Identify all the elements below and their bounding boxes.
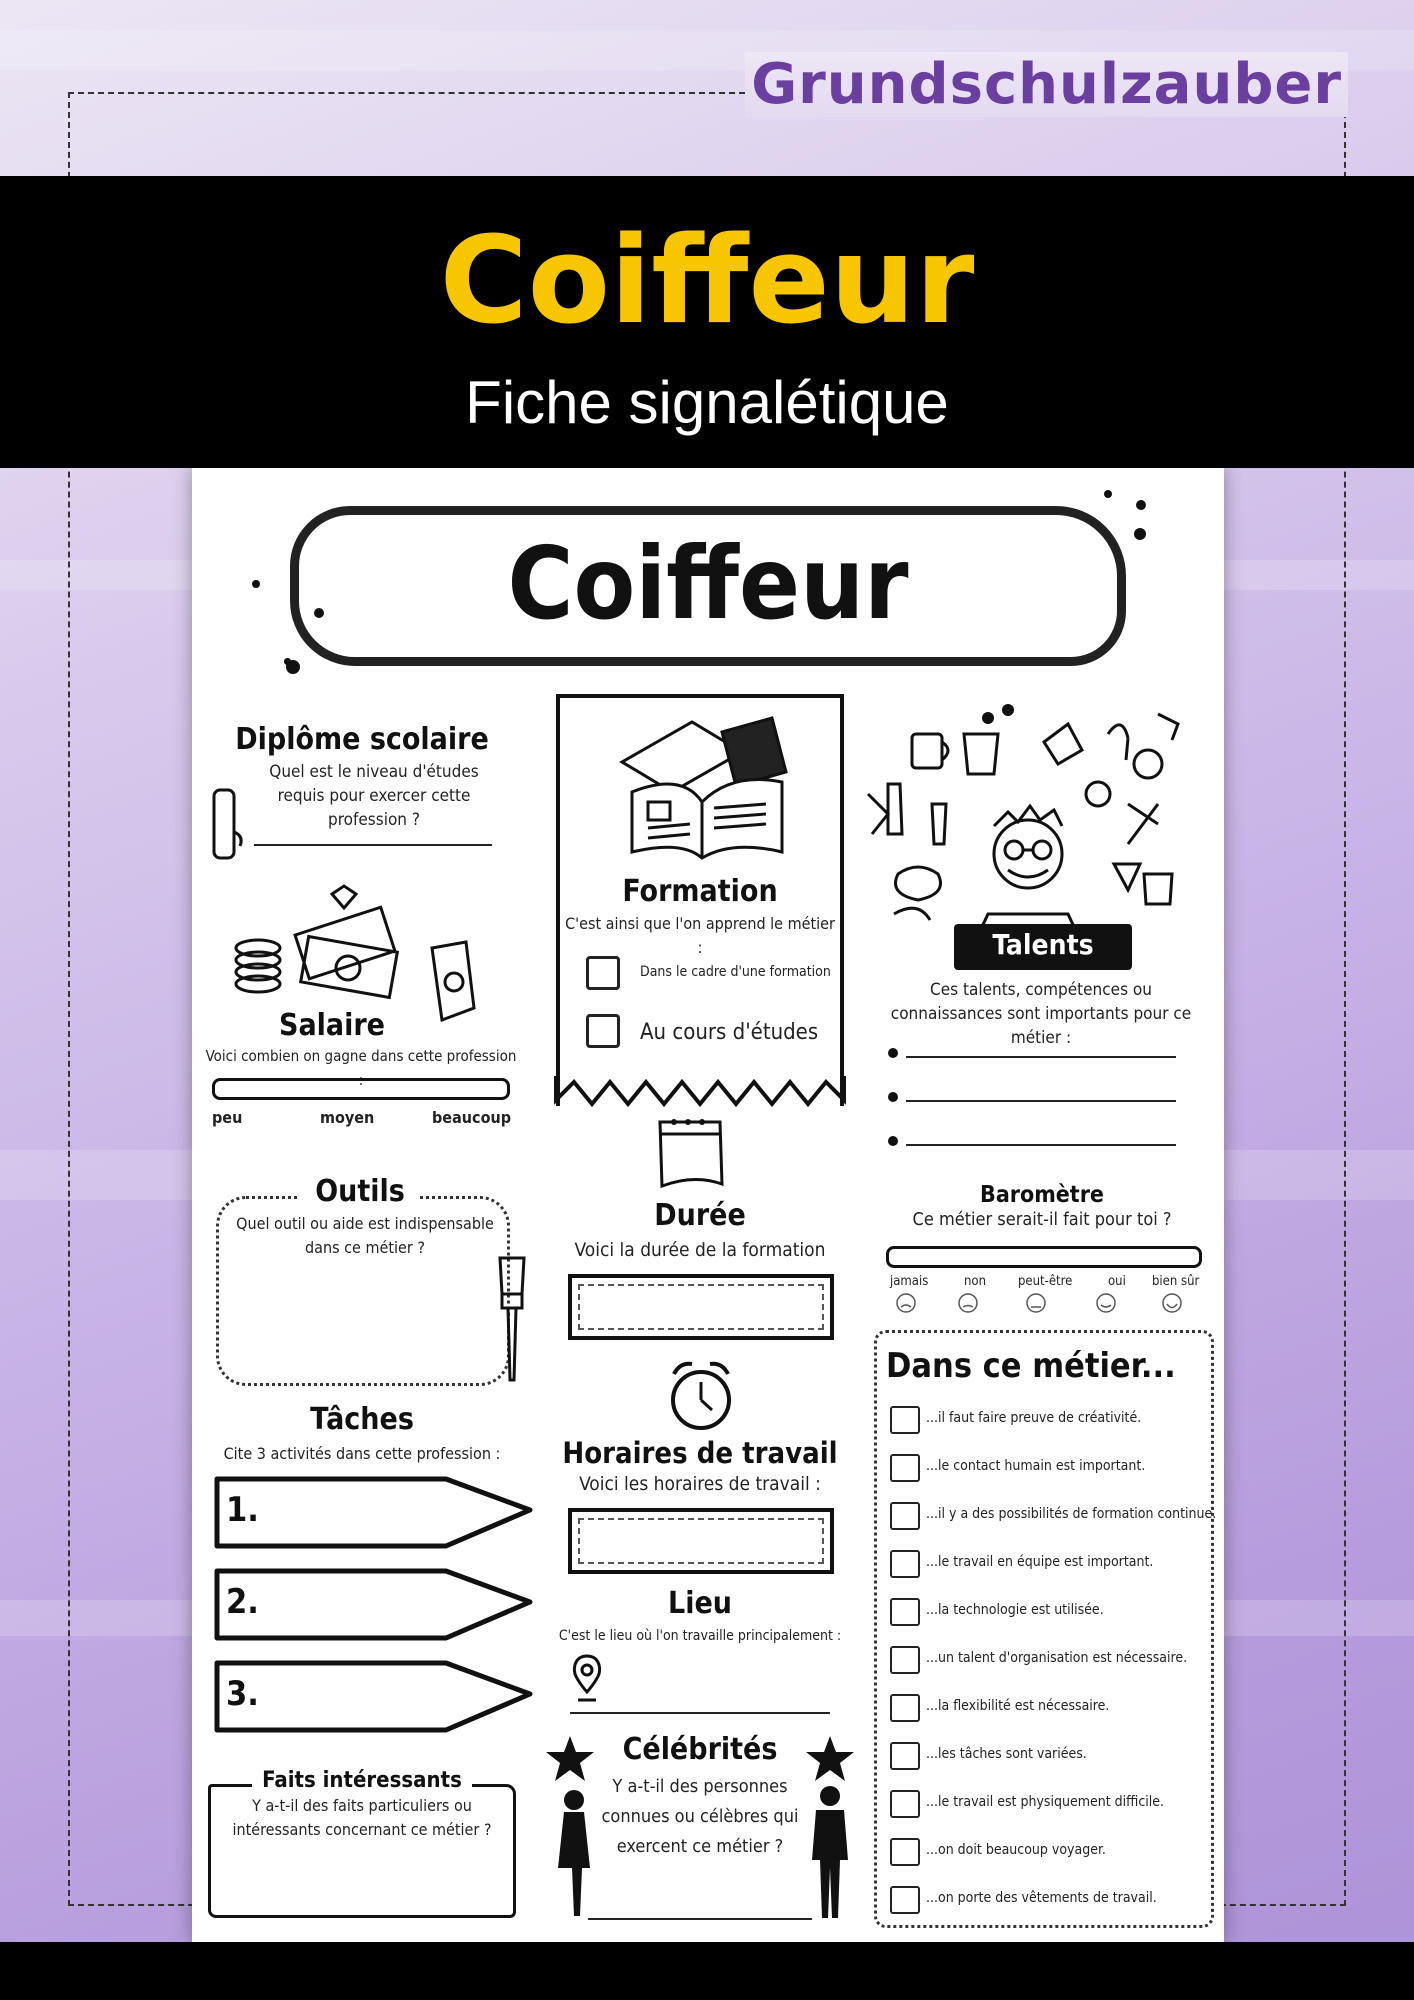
salaire-question: Voici combien on gagne dans cette profession : [205,1047,517,1089]
diploma-scroll-icon [206,786,244,864]
metier-item-checkbox[interactable] [890,1838,920,1866]
salaire-scale-bar[interactable] [212,1078,510,1100]
calendar-icon [654,1112,730,1192]
celebrites-answer-line[interactable] [588,1918,812,1920]
horaires-heading: Horaires de travail [562,1436,838,1470]
banknote-icon [422,938,482,1028]
barometre-heading: Baromètre [980,1182,1104,1208]
lieu-question: C'est le lieu où l'on travaille principalement : [558,1628,842,1644]
banner-subtitle: Fiche signalétique [465,369,949,436]
sheet-title: Coiffeur [507,525,909,642]
bottom-bar [0,1942,1414,2000]
dans-ce-metier-heading: Dans ce métier... [886,1346,1176,1386]
taches-question: Cite 3 activités dans cette profession : [223,1444,501,1463]
barometre-scale-5: bien sûr [1152,1274,1200,1289]
formation-option-2-label: Au cours d'études [640,1020,819,1045]
talent-bullet [888,1048,898,1058]
metier-item-label: ...la flexibilité est nécessaire. [926,1698,1110,1714]
banner-title: Coiffeur [439,212,975,351]
location-pin-icon [570,1652,604,1704]
diplome-answer-line[interactable] [254,844,492,846]
books-icon [602,712,802,862]
metier-item-label: ...les tâches sont variées. [926,1746,1087,1762]
woman-silhouette-icon [554,1788,594,1918]
barometre-question: Ce métier serait-il fait pour toi ? [912,1209,1172,1230]
metier-item-label: ...il y a des possibilités de formation continue. [926,1506,1217,1522]
diplome-question: Quel est le niveau d'études requis pour exercer cette profession ? [269,762,479,830]
talent-line-2[interactable] [906,1100,1176,1102]
celebrites-heading: Célébrités [622,1732,778,1767]
metier-item-checkbox[interactable] [890,1886,920,1914]
formation-option-1-checkbox[interactable] [586,956,620,990]
metier-item-label: ...un talent d'organisation est nécessaire. [926,1650,1188,1666]
task-field-3[interactable] [214,1660,534,1734]
duree-question: Voici la durée de la formation [574,1239,826,1261]
talents-question: Ces talents, compétences ou connaissances sont importants pour ce métier : [890,980,1192,1048]
metier-item-label: ...le travail en équipe est important. [926,1554,1154,1570]
star-icon [544,1734,596,1784]
man-silhouette-icon [808,1784,852,1920]
formation-zigzag-edge [554,1074,846,1114]
formation-heading: Formation [622,874,778,909]
barometre-scale-4: oui [1108,1274,1126,1289]
barometre-scale-3: peut-être [1018,1274,1073,1289]
metier-item-label: ...le contact humain est important. [926,1458,1146,1474]
lieu-heading: Lieu [668,1586,732,1621]
formation-option-1-label: Dans le cadre d'une formation [640,964,831,980]
task-field-1[interactable] [214,1476,534,1550]
formation-option-2-checkbox[interactable] [586,1014,620,1048]
horaires-question: Voici les horaires de travail : [579,1473,821,1495]
metier-item-label: ...la technologie est utilisée. [926,1602,1104,1618]
salaire-scale-high: beaucoup [432,1108,512,1127]
talents-illustration-icon [858,694,1192,944]
metier-item-label: ...le travail est physiquement difficile. [926,1794,1165,1810]
salaire-scale-mid: moyen [320,1108,375,1127]
money-icon [228,884,428,1024]
talent-line-1[interactable] [906,1056,1176,1058]
duree-heading: Durée [654,1198,746,1233]
talent-line-3[interactable] [906,1144,1176,1146]
metier-item-checkbox[interactable] [890,1646,920,1674]
diplome-heading: Diplôme scolaire [235,722,489,757]
faits-heading: Faits intéressants [252,1768,472,1793]
alarm-clock-icon [666,1356,736,1436]
salaire-scale-low: peu [212,1108,243,1127]
task-number-3: 3. [226,1674,259,1714]
brand-logo: Grundschulzauber [745,52,1348,117]
duree-answer-box[interactable] [568,1274,834,1340]
faits-question: Y a-t-il des faits particuliers ou intéressants concernant ce métier ? [232,1796,492,1839]
horaires-answer-box[interactable] [568,1508,834,1574]
metier-item-checkbox[interactable] [890,1790,920,1818]
talents-heading: Talents [992,928,1094,961]
formation-question: C'est ainsi que l'on apprend le métier : [565,914,835,957]
star-icon [804,1734,856,1784]
brush-icon [492,1254,532,1384]
metier-item-checkbox[interactable] [890,1550,920,1578]
task-number-1: 1. [226,1490,259,1530]
barometre-scale-1: jamais [890,1274,929,1289]
celebrites-question: Y a-t-il des personnes connues ou célèbres qui exercent ce métier ? [601,1776,799,1857]
mood-faces-icon [896,1292,1196,1314]
barometre-scale-bar[interactable] [886,1246,1202,1268]
lieu-answer-line[interactable] [570,1712,830,1714]
taches-heading: Tâches [310,1402,414,1437]
task-field-2[interactable] [214,1568,534,1642]
outils-question: Quel outil ou aide est indispensable dans ce métier ? [236,1214,494,1257]
metier-item-label: ...il faut faire preuve de créativité. [926,1410,1142,1426]
task-number-2: 2. [226,1582,259,1622]
metier-item-checkbox[interactable] [890,1742,920,1770]
metier-item-checkbox[interactable] [890,1454,920,1482]
outils-heading: Outils [300,1174,420,1209]
sheet-title-box [290,506,1126,666]
worksheet [192,468,1224,1942]
metier-item-checkbox[interactable] [890,1598,920,1626]
talent-bullet [888,1092,898,1102]
title-banner [0,176,1414,468]
metier-item-checkbox[interactable] [890,1406,920,1434]
metier-item-label: ...on doit beaucoup voyager. [926,1842,1106,1858]
barometre-scale-2: non [964,1274,986,1289]
salaire-heading: Salaire [279,1008,385,1043]
talent-bullet [888,1136,898,1146]
metier-item-checkbox[interactable] [890,1694,920,1722]
metier-item-label: ...on porte des vêtements de travail. [926,1890,1157,1906]
metier-item-checkbox[interactable] [890,1502,920,1530]
